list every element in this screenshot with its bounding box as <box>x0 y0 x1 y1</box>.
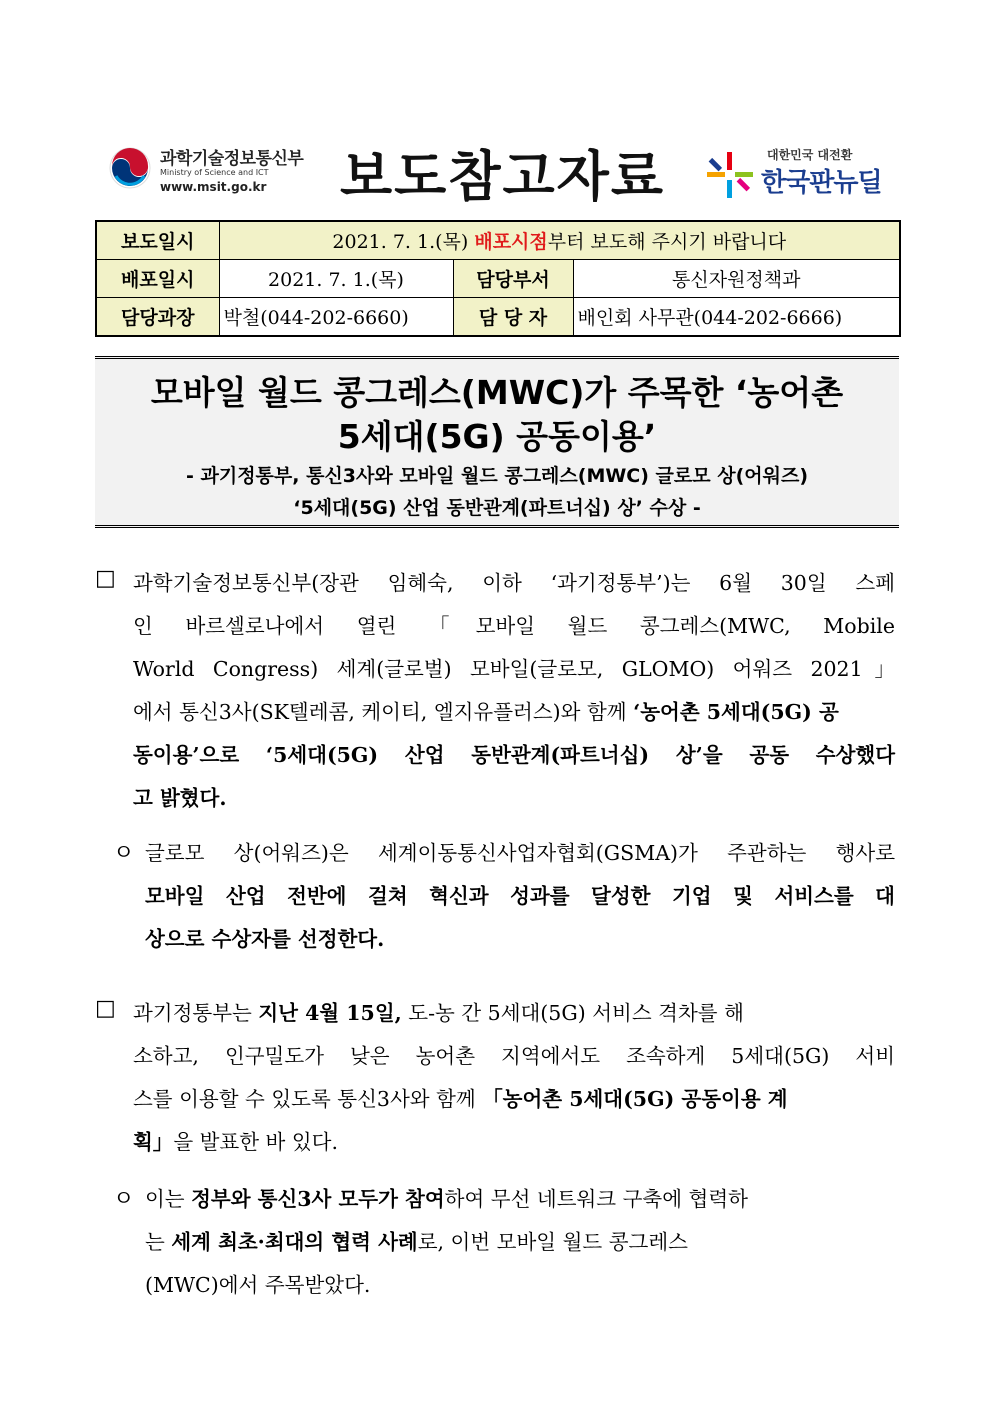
release-info-table <box>95 220 901 337</box>
p1-line-2: 인 바르셀로나에서 열린 「모바일 월드 콩그레스(MWC, Mobile <box>133 614 895 638</box>
dept-label: 담당부서 <box>453 260 573 298</box>
dept-value: 통신자원정책과 <box>573 260 900 298</box>
release-row <box>96 221 900 260</box>
p1-line-4-text: 에서 통신3사(SK텔레콤, 케이티, 엘지유플러스)와 함께 <box>133 700 634 724</box>
p2-line-1: 글로모 상(어워즈)은 세계이동통신사업자협회(GSMA)가 주관하는 행사로 <box>145 841 895 865</box>
circle-bullet: ㅇ <box>113 1187 135 1212</box>
ministry-name: 과학기술정보통신부 <box>160 149 304 169</box>
p4-line-3: (MWC)에서 주목받았다. <box>145 1273 371 1297</box>
p2-line-3-bold: 상으로 수상자를 선정한다. <box>145 927 385 951</box>
dist-label: 배포일시 <box>96 260 219 298</box>
p3-line-4 <box>133 1125 338 1155</box>
p1-line-4 <box>133 695 839 725</box>
headline-line-1: 모바일 월드 콩그레스(MWC)가 주목한 ‘농어촌 <box>150 373 844 412</box>
contact-value: 배인회 사무관(044-202-6666) <box>573 298 900 337</box>
ministry-url: www.msit.go.kr <box>160 180 267 194</box>
p3-line-4-bold: 획」 <box>133 1130 174 1154</box>
p1-line-4-bold: ‘농어촌 5세대(5G) 공 <box>633 700 839 724</box>
headline-line-2: 5세대(5G) 공동이용’ <box>337 417 657 456</box>
header <box>0 130 992 210</box>
p4-line-1-text: 이는 <box>145 1187 192 1211</box>
p3-line-1-text: 과기정통부는 <box>133 1001 259 1025</box>
square-bullet: □ <box>95 566 116 591</box>
doc-type-title: 보도참고자료 <box>340 145 665 208</box>
slogan: 대한민국 대전환 <box>767 148 853 162</box>
p3-line-3-text: 스를 이용할 수 있도록 통신3사와 함께 <box>133 1087 483 1111</box>
p4-line-1-bold: 정부와 통신3사 모두가 참여 <box>191 1187 445 1211</box>
distribution-row <box>96 260 900 298</box>
p4-line-2-bold: 세계 최초·최대의 협력 사례 <box>171 1230 418 1254</box>
square-bullet: □ <box>95 996 116 1021</box>
release-label: 보도일시 <box>96 221 219 260</box>
p3-line-2: 소하고, 인구밀도가 낮은 농어촌 지역에서도 조속하게 5세대(5G) 서비 <box>133 1044 895 1068</box>
p2-line-2 <box>145 879 895 909</box>
p1-line-6-bold: 고 밝혔다. <box>133 786 227 810</box>
ministry-eng-name: Ministry of Science and ICT <box>160 168 269 177</box>
p2-line-2-bold: 모바일 산업 전반에 걸쳐 혁신과 성과를 달성한 기업 및 서비스를 대 <box>145 884 895 908</box>
p4-line-1 <box>145 1182 748 1212</box>
p1-line-6 <box>133 781 227 811</box>
release-emphasis: 배포시점 <box>474 231 548 253</box>
p3-line-3-bold: 「농어촌 5세대(5G) 공동이용 계 <box>482 1087 788 1111</box>
ministry-logo <box>108 144 308 200</box>
p3-line-1-bold: 지난 4월 15일, <box>258 1001 402 1025</box>
brand-name: 한국판뉴딜 <box>761 168 882 198</box>
p4-line-2-rest: 로, 이번 모바일 월드 콩그레스 <box>417 1230 688 1254</box>
subheadline-line-2: ‘5세대(5G) 산업 동반관계(파트너십) 상’ 수상 - <box>293 497 701 519</box>
taegeuk-icon <box>108 146 152 190</box>
new-deal-logo <box>705 144 905 204</box>
p1-line-5-bold: 동이용’으로 ‘5세대(5G) 산업 동반관계(파트너십) 상’을 공동 수상했다 <box>133 743 895 767</box>
release-rest: 부터 보도해 주시기 바랍니다 <box>547 231 787 253</box>
manager-label: 담당과장 <box>96 298 219 337</box>
p3-line-4-text: 을 발표한 바 있다. <box>173 1130 338 1154</box>
p1-line-5 <box>133 738 895 768</box>
circle-bullet: ㅇ <box>113 841 135 866</box>
p3-line-3 <box>133 1082 788 1112</box>
p1-line-3: World Congress) 세계(글로벌) 모바일(글로모, GLOMO) 어워즈 2021」 <box>133 657 895 681</box>
dist-value: 2021. 7. 1.(목) <box>219 260 453 298</box>
subheadline-line-1: - 과기정통부, 통신3사와 모바일 월드 콩그레스(MWC) 글로모 상(어워즈) <box>185 465 809 487</box>
contact-row <box>96 298 900 337</box>
release-date: 2021. 7. 1.(목) <box>332 231 475 253</box>
headline-box <box>95 356 899 528</box>
p1-line-1: 과학기술정보통신부(장관 임혜숙, 이하 ‘과기정통부’)는 6월 30일 스페 <box>133 571 895 595</box>
manager-value: 박철(044-202-6660) <box>219 298 453 337</box>
p3-line-1 <box>133 996 744 1026</box>
p2-line-3 <box>145 922 384 952</box>
p4-line-1-rest: 하여 무선 네트워크 구축에 협력하 <box>444 1187 748 1211</box>
p4-line-2 <box>145 1225 688 1255</box>
p4-line-2-text: 는 <box>145 1230 172 1254</box>
new-deal-star-icon <box>705 150 755 200</box>
contact-label: 담 당 자 <box>453 298 573 337</box>
release-value <box>219 221 900 260</box>
p3-line-1-rest: 도-농 간 5세대(5G) 서비스 격차를 해 <box>401 1001 744 1025</box>
